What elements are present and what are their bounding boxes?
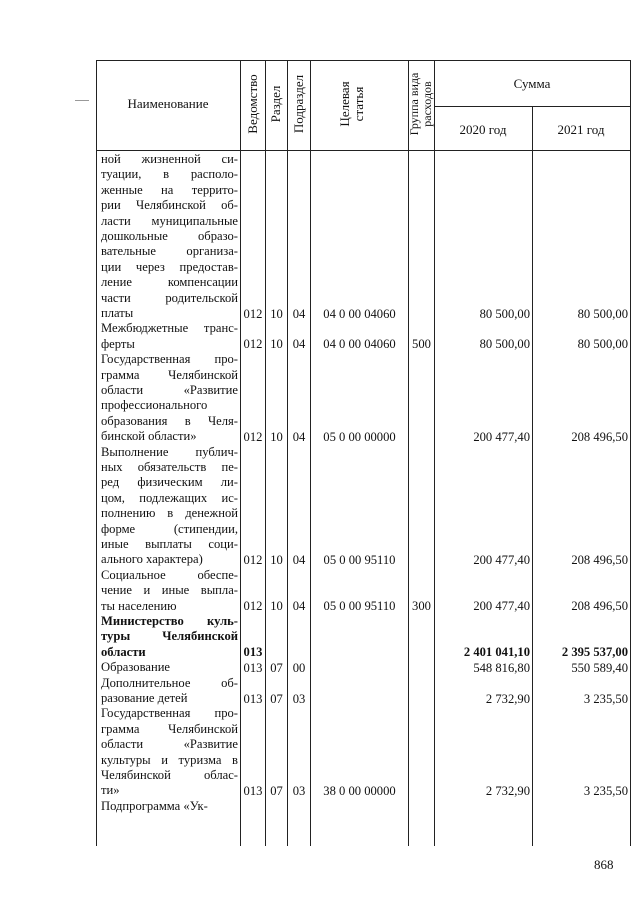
col-border-target: [310, 60, 311, 846]
row-name-line: ление компенсации: [101, 275, 238, 290]
row-name-line: полнению в денежной: [101, 506, 238, 521]
row-section: 10: [270, 337, 283, 352]
row-name-line: Образование: [101, 660, 171, 675]
row-name-line: Министерство куль-: [101, 614, 238, 628]
row-name-line: Подпрограмма «Ук-: [101, 798, 208, 813]
row-name-line: Социальное обеспе-: [101, 567, 238, 582]
row-name-line: платы: [101, 306, 134, 321]
row-name-line: женные на террито-: [101, 182, 238, 197]
row-name-line: Государственная про-: [101, 706, 238, 721]
row-name-line: образования в Челя-: [101, 413, 238, 428]
row-name-line: грамма Челябинской: [101, 721, 238, 736]
row-section: 07: [270, 660, 283, 675]
row-amount-2020: 80 500,00: [479, 306, 530, 321]
row-name-line: ции через предостав-: [101, 259, 238, 274]
row-name-line: ти»: [101, 783, 120, 798]
header-target-article: [338, 81, 366, 126]
row-name: [101, 445, 238, 568]
row-name-line: Межбюджетные транс-: [101, 321, 238, 336]
row-name-line: области: [101, 644, 146, 659]
row-department: 012: [243, 306, 263, 321]
row-department: 013: [243, 645, 263, 660]
col-border-subsection: [287, 60, 288, 846]
row-name-line: Государственная про-: [101, 352, 238, 367]
row-amount-2021: 2 395 537,00: [561, 645, 628, 660]
row-amount-2020: 80 500,00: [479, 337, 530, 352]
row-expense-group: 500: [412, 337, 431, 352]
row-amount-2021: 3 235,50: [583, 691, 628, 706]
row-subsection: 03: [292, 691, 306, 706]
row-name-line: профессионального: [101, 398, 208, 413]
row-amount-2020: 200 477,40: [473, 429, 530, 444]
row-amount-2021: 80 500,00: [577, 337, 628, 352]
header-bottom-border: [96, 150, 630, 151]
row-section: 07: [270, 691, 283, 706]
page-number: 868: [594, 857, 614, 872]
row-target-article: 05 0 00 95110: [323, 599, 396, 614]
row-name-line: Челябинской облас-: [101, 768, 238, 783]
row-name-line: Дополнительное об-: [101, 675, 238, 690]
row-name-line: бинской области»: [101, 429, 197, 444]
header-year-2020: 2020 год: [459, 122, 507, 137]
row-amount-2020: 200 477,40: [473, 552, 530, 567]
row-name-line: культуры и туризма в: [101, 752, 238, 767]
row-amount-2021: 208 496,50: [571, 429, 628, 444]
row-amount-2020: 2 732,90: [485, 783, 530, 798]
row-name: [101, 568, 238, 614]
header-year-2021: 2021 год: [557, 122, 605, 137]
row-name-line: чение и иные выпла-: [101, 583, 238, 598]
row-amount-2020: 200 477,40: [473, 599, 530, 614]
row-name: [101, 152, 238, 321]
row-name-line: Выполнение публич-: [101, 444, 238, 459]
col-border-dept: [240, 60, 241, 846]
row-target-article: 04 0 00 04060: [323, 306, 396, 321]
row-subsection: 04: [292, 429, 306, 444]
row-name: [101, 660, 238, 675]
col-border-left: [96, 60, 97, 846]
row-name: [101, 799, 238, 814]
row-section: 10: [270, 306, 283, 321]
row-department: 012: [243, 599, 263, 614]
row-amount-2020: 2 732,90: [485, 691, 530, 706]
row-amount-2021: 3 235,50: [583, 783, 628, 798]
header-expense-group: [408, 73, 434, 136]
header-name: Наименование: [127, 96, 209, 111]
row-name-line: туры Челябинской: [101, 629, 238, 644]
row-section: 10: [270, 429, 283, 444]
col-border-right: [630, 60, 631, 846]
row-amount-2021: 208 496,50: [571, 599, 628, 614]
row-subsection: 04: [292, 337, 306, 352]
row-department: 013: [243, 783, 263, 798]
header-expense-group-line2: расходов: [420, 81, 434, 127]
row-department: 012: [243, 337, 263, 352]
row-target-article: 04 0 00 04060: [323, 337, 396, 352]
row-name-line: области «Развитие: [101, 383, 238, 397]
header-target-article-line1: Целевая: [337, 81, 352, 127]
row-name-line: ных обязательств пе-: [101, 460, 238, 474]
row-name-line: ред физическим ли-: [101, 475, 238, 490]
col-border-year: [532, 106, 533, 846]
row-name-line: части родительской: [101, 290, 238, 305]
row-subsection: 04: [292, 552, 306, 567]
row-name-line: ной жизненной си-: [101, 152, 238, 166]
row-name: [101, 706, 238, 798]
row-section: 10: [270, 552, 283, 567]
row-department: 012: [243, 429, 263, 444]
row-target-article: 05 0 00 00000: [323, 429, 396, 444]
row-name-line: форме (стипендии,: [101, 521, 238, 536]
header-department: Ведомство: [245, 74, 260, 134]
row-name-line: дошкольные образо-: [101, 229, 238, 244]
row-name-line: грамма Челябинской: [101, 367, 238, 382]
row-department: 012: [243, 552, 263, 567]
row-section: 10: [270, 599, 283, 614]
row-expense-group: 300: [412, 599, 431, 614]
row-amount-2020: 548 816,80: [473, 660, 530, 675]
header-sum: Сумма: [513, 76, 551, 91]
row-target-article: 38 0 00 00000: [323, 783, 396, 798]
row-subsection: 04: [292, 599, 306, 614]
row-name-line: цом, подлежащих ис-: [101, 490, 238, 505]
row-name: [101, 352, 238, 444]
row-amount-2021: 80 500,00: [577, 306, 628, 321]
row-subsection: 03: [292, 783, 306, 798]
row-department: 013: [243, 691, 263, 706]
row-subsection: 04: [292, 306, 306, 321]
table-top-border: [96, 60, 630, 61]
row-name-line: рии Челябинской об-: [101, 198, 238, 213]
header-section: Раздел: [268, 85, 283, 123]
margin-mark: [75, 100, 89, 101]
row-name-line: области «Развитие: [101, 737, 238, 752]
row-name: [101, 321, 238, 352]
row-amount-2021: 208 496,50: [571, 552, 628, 567]
header-target-article-line2: статья: [351, 86, 366, 122]
header-expense-group-line1: Группа вида: [407, 72, 421, 136]
row-name-line: ального характера): [101, 552, 203, 567]
row-name-line: ты населению: [101, 598, 177, 613]
row-name-line: ласти муниципальные: [101, 213, 238, 228]
col-border-section: [265, 60, 266, 846]
row-name-line: ферты: [101, 336, 135, 351]
row-name-line: туации, в располо-: [101, 167, 238, 182]
header-subsection: Подраздел: [291, 74, 306, 134]
row-name-line: иные выплаты соци-: [101, 537, 238, 552]
row-name: [101, 614, 238, 660]
row-amount-2021: 550 589,40: [571, 660, 628, 675]
row-section: 07: [270, 783, 283, 798]
col-border-sum: [434, 60, 435, 846]
row-amount-2020: 2 401 041,10: [463, 645, 530, 660]
col-border-group: [408, 60, 409, 846]
row-name: [101, 676, 238, 707]
row-department: 013: [243, 660, 263, 675]
row-target-article: 05 0 00 95110: [323, 552, 396, 567]
row-subsection: 00: [292, 660, 306, 675]
row-name-line: вательные организа-: [101, 244, 238, 259]
row-name-line: разование детей: [101, 691, 188, 705]
